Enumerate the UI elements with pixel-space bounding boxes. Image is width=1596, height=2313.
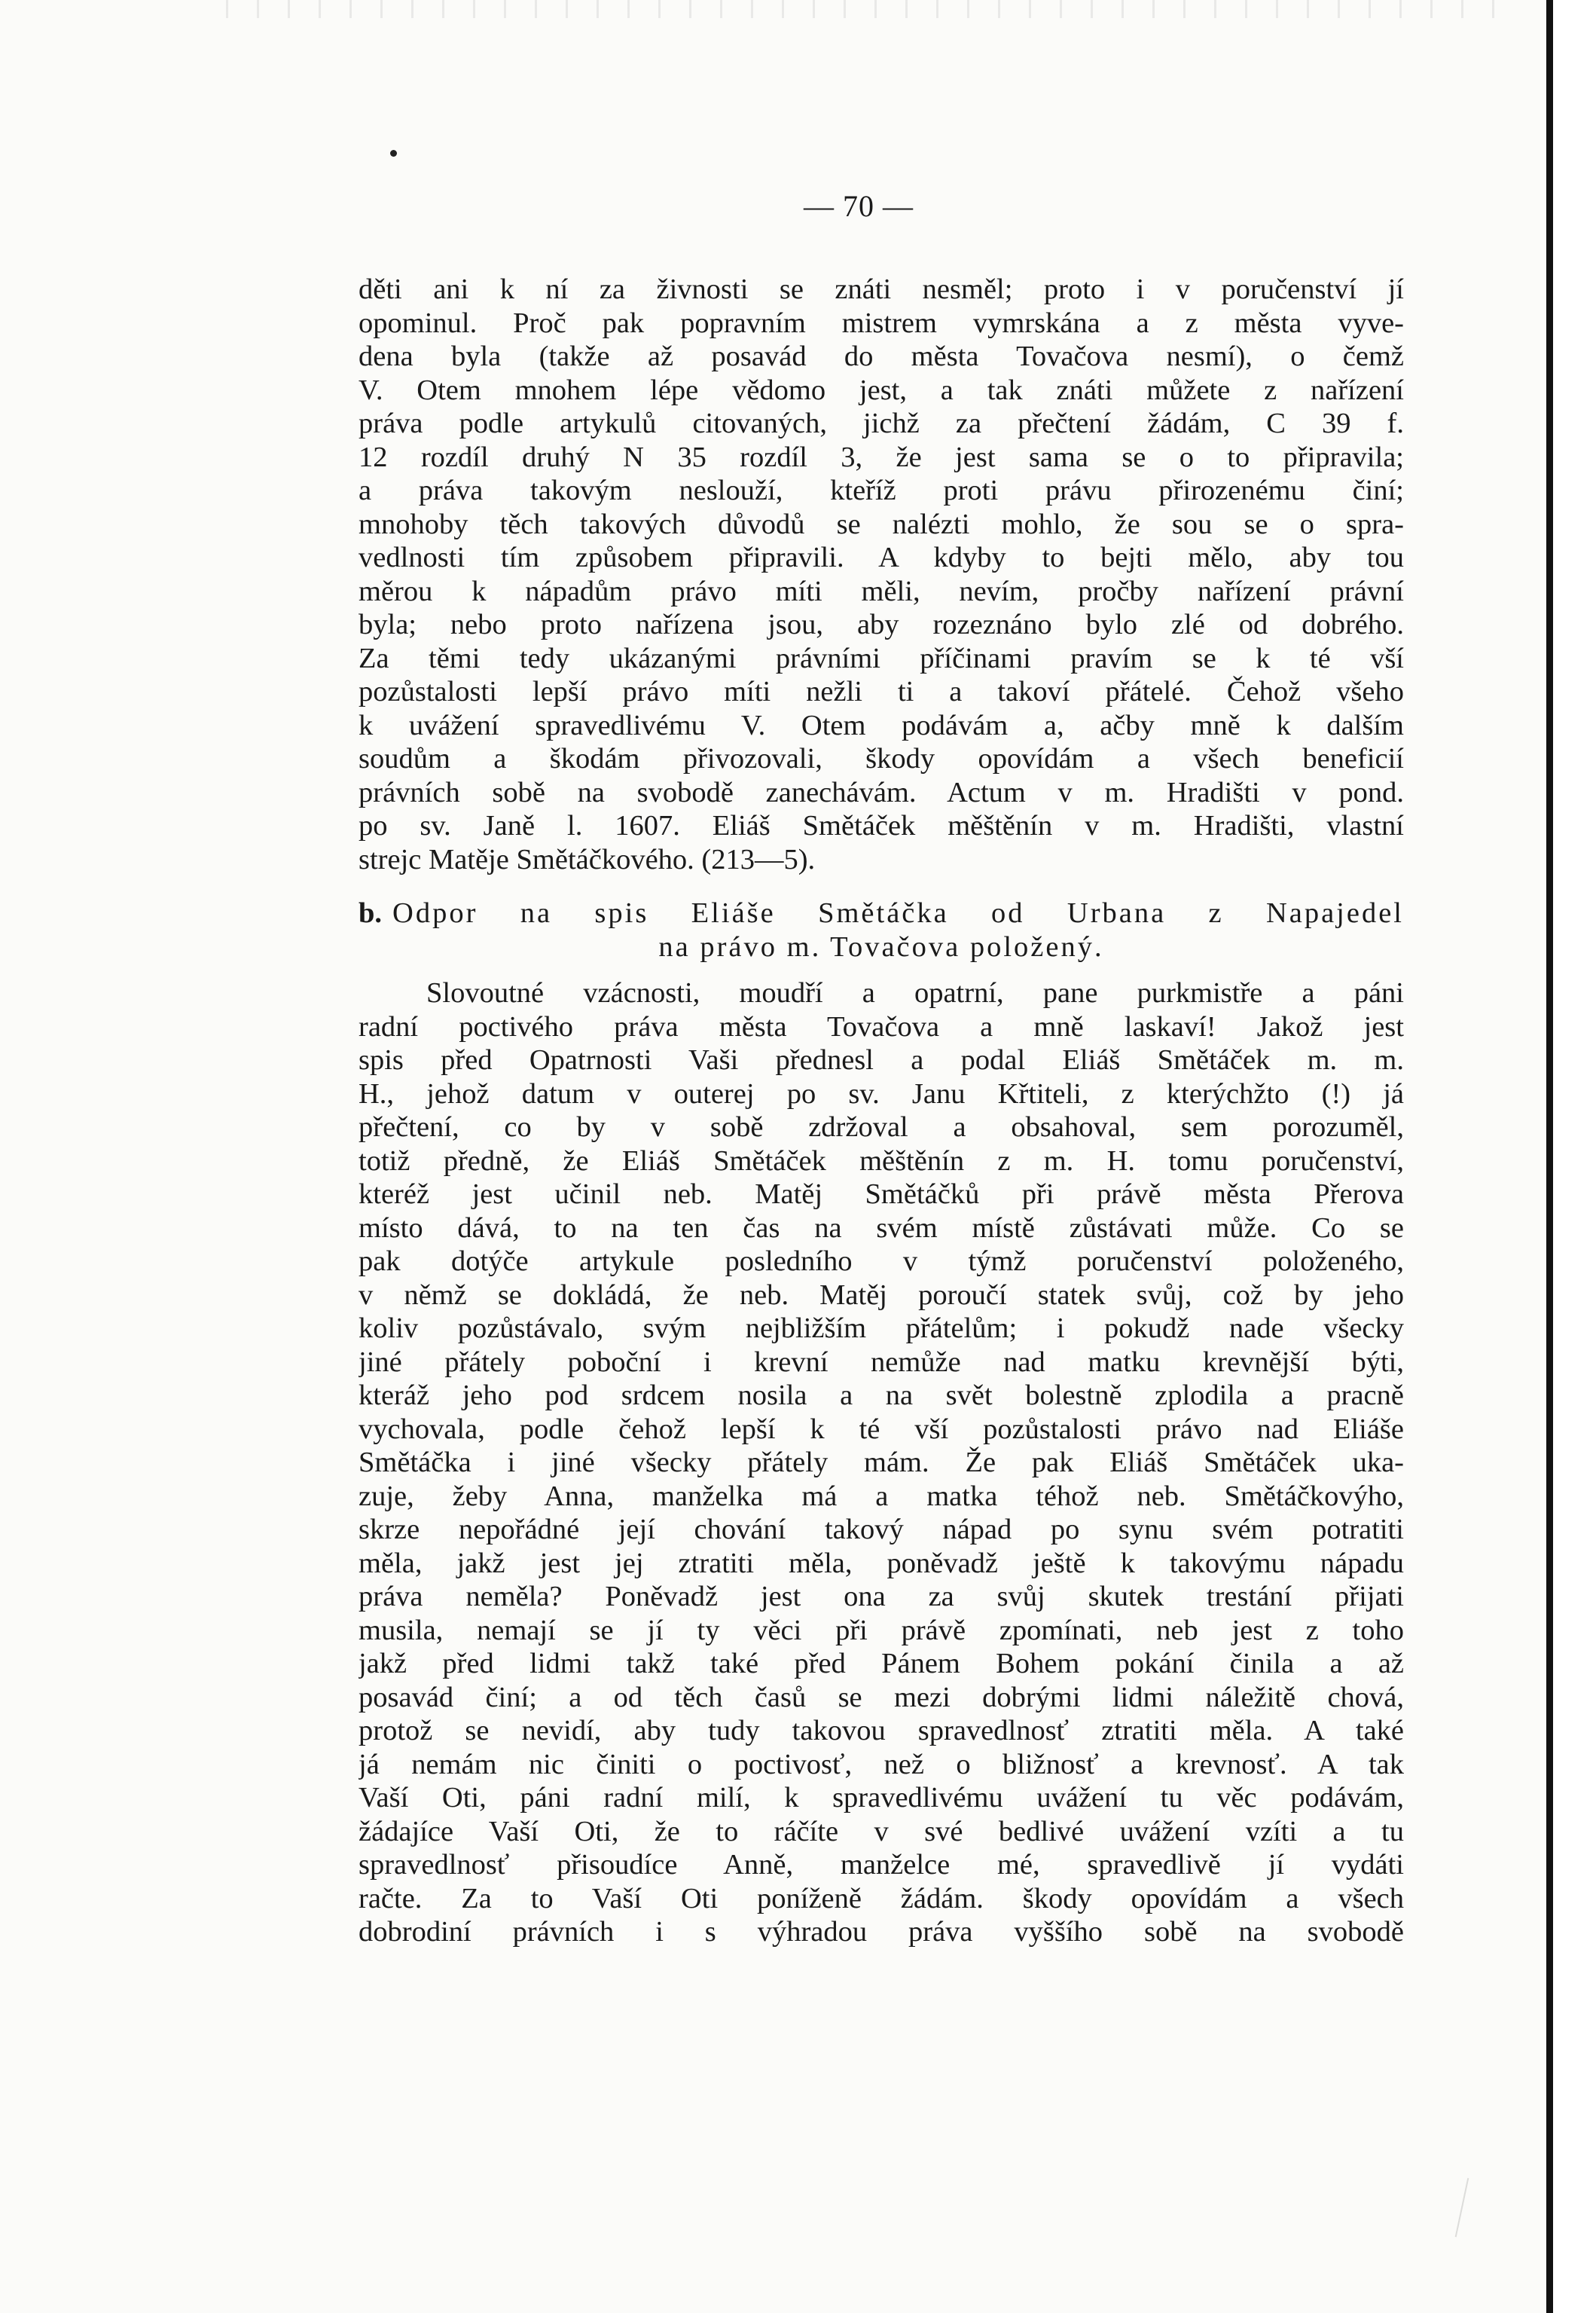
paragraph-2 xyxy=(359,976,1404,1949)
text-line: místo dává, to na ten čas na svém místě zůstávati může. Co se xyxy=(359,1211,1404,1244)
section-heading xyxy=(359,897,1404,964)
text-line: spravedlnosť přisoudíce Anně, manželce mé, spravedlivě jí vydáti xyxy=(359,1849,1404,1881)
text-line: Smětáčka i jiné všecky přátely mám. Že pak Eliáš Smětáček uka- xyxy=(359,1447,1404,1478)
text-line: radní poctivého práva města Tovačova a mně laskaví! Jakož jest xyxy=(359,1010,1404,1043)
section-letter: b. xyxy=(359,897,383,929)
text-line: žádajíce Vaší Oti, že to ráčíte v své bedlivé uvážení vzíti a tu xyxy=(359,1815,1404,1847)
text-line: jiné přátely poboční i krevní nemůže nad matku krevnější býti, xyxy=(359,1346,1404,1378)
text-line: strejc Matěje Smětáčkového. (213—5). xyxy=(359,843,816,875)
text-line: skrze nepořádné její chování takový nápad po synu svém potratiti xyxy=(359,1514,1404,1545)
heading-title-part-1: Odpor na spis Eliáše Smětáčka od Urbana z Napajedel xyxy=(392,897,1404,929)
text-line: po sv. Janě l. 1607. Eliáš Smětáček měštěnín v m. Hradišti, vlastní xyxy=(359,810,1404,842)
text-line: protož se nevidí, aby tudy takovou spravedlnosť ztratiti měla. A také xyxy=(359,1715,1404,1746)
heading-line-1 xyxy=(359,897,1404,930)
text-line: mnohoby těch takových důvodů se nalézti mohlo, že sou se o spra- xyxy=(359,508,1404,540)
text-line: račte. Za to Vaší Oti poníženě žádám. škody opovídám a všech xyxy=(359,1882,1404,1914)
text-line: musila, nemají se jí ty věci při právě zpomínati, neb jest z toho xyxy=(359,1614,1404,1646)
text-line: Vaší Oti, páni radní milí, k spravedlivému uvážení tu věc podávám, xyxy=(359,1782,1404,1813)
paragraph-1 xyxy=(359,273,1404,876)
text-line: pak dotýče artykule posledního v týmž poručenství položeného, xyxy=(359,1245,1404,1277)
text-line: opominul. Proč pak popravním mistrem vymrskána a z města vyve- xyxy=(359,307,1404,339)
text-line: právních sobě na svobodě zanechávám. Actum v m. Hradišti v pond. xyxy=(359,776,1404,808)
page-number: — 70 — xyxy=(804,189,914,223)
text-line: koliv pozůstávalo, svým nejbližším přátelům; i pokudž nade všecky xyxy=(359,1312,1404,1344)
text-line: já nemám nic činiti o poctivosť, než o bližnosť a krevnosť. A tak xyxy=(359,1748,1404,1780)
scan-edge-rule xyxy=(1546,0,1553,2313)
text-line: byla; nebo proto nařízena jsou, aby rozeznáno bylo zlé od dobrého. xyxy=(359,609,1404,640)
text-line: děti ani k ní za živnosti se znáti nesměl; proto i v poručenství jí xyxy=(359,273,1404,305)
heading-line-2: na právo m. Tovačova položený. xyxy=(658,930,1104,963)
scan-corner-mark xyxy=(1455,2178,1469,2238)
ink-dot xyxy=(390,150,397,157)
text-line: Slovoutné vzácnosti, moudří a opatrní, pane purkmistře a páni xyxy=(426,977,1404,1009)
text-line: dena byla (takže až posavád do města Tovačova nesmí), o čemž xyxy=(359,341,1404,372)
text-line: přečtení, co by v sobě zdržoval a obsahoval, sem porozuměl, xyxy=(359,1111,1404,1143)
text-line: k uvážení spravedlivému V. Otem podávám a, ačby mně k dalším xyxy=(359,709,1404,741)
text-line: v němž se dokládá, že neb. Matěj poroučí statek svůj, což by jeho xyxy=(359,1279,1404,1311)
text-line: posavád činí; a od těch časů se mezi dobrými lidmi náležitě chová, xyxy=(359,1681,1404,1713)
text-line: dobrodiní právních i s výhradou práva vyššího sobě na svobodě xyxy=(359,1916,1404,1948)
text-line: vychovala, podle čehož lepší k té vší pozůstalosti právo nad Eliáše xyxy=(359,1413,1404,1445)
text-line: práva neměla? Poněvadž jest ona za svůj skutek trestání přijati xyxy=(359,1581,1404,1612)
text-line: práva podle artykulů citovaných, jichž za přečtení žádám, C 39 f. xyxy=(359,408,1404,439)
text-line: H., jehož datum v outerej po sv. Janu Křtiteli, z kterýchžto (!) já xyxy=(359,1077,1404,1110)
text-line: vedlnosti tím způsobem připravili. A kdyby to bejti mělo, aby tou xyxy=(359,542,1404,573)
text-line: jakž před lidmi takž také před Pánem Bohem pokání činila a až xyxy=(359,1648,1404,1679)
text-line: měrou k nápadům právo míti měli, nevím, pročby nařízení právní xyxy=(359,575,1404,607)
text-line: zuje, žeby Anna, manželka má a matka téhož neb. Smětáčkovýho, xyxy=(359,1480,1404,1512)
text-line: soudům a škodám přivozovali, škody opovídám a všech beneficií xyxy=(359,743,1404,775)
text-line: kteréž jest učinil neb. Matěj Smětáčků při právě města Přerova xyxy=(359,1178,1404,1210)
text-line: Za těmi tedy ukázanými právními příčinami pravím se k té vší xyxy=(359,642,1404,674)
text-line: kteráž jeho pod srdcem nosila a na svět bolestně zplodila a pracně xyxy=(359,1380,1404,1411)
text-line: a práva takovým neslouží, kteříž proti právu přirozenému činí; xyxy=(359,475,1404,506)
text-line: měla, jakž jest jej ztratiti měla, poněvadž ještě k takovýmu nápadu xyxy=(359,1547,1404,1579)
text-line: V. Otem mnohem lépe vědomo jest, a tak znáti můžete z nařízení xyxy=(359,374,1404,406)
text-line: totiž předně, že Eliáš Smětáček měštěnín z m. H. tomu poručenství, xyxy=(359,1144,1404,1177)
text-line: pozůstalosti lepší právo míti nežli ti a takoví přátelé. Čehož všeho xyxy=(359,676,1404,707)
scan-top-specks xyxy=(226,0,1506,18)
page-right-margin xyxy=(1549,0,1596,2313)
text-line: spis před Opatrnosti Vaši přednesl a podal Eliáš Smětáček m. m. xyxy=(359,1044,1404,1076)
text-line: 12 rozdíl druhý N 35 rozdíl 3, že jest sama se o to připravila; xyxy=(359,441,1404,473)
